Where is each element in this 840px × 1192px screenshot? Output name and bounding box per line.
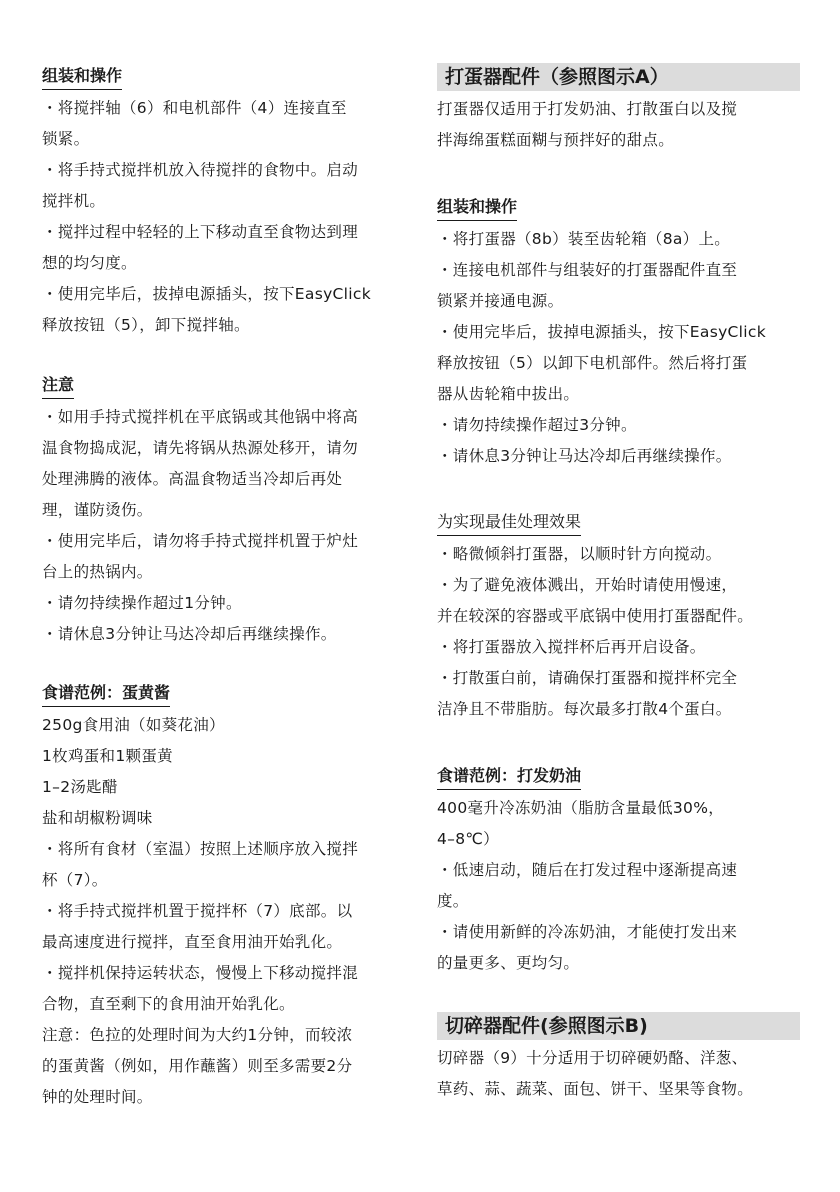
text-line: 并在较深的容器或平底锅中使用打蛋器配件。 xyxy=(437,607,754,625)
text-line: 锁紧并接通电源。 xyxy=(437,292,564,310)
text-line: ・请使用新鲜的冷冻奶油，才能使打发出来 xyxy=(437,923,738,941)
whisk-assembly-heading: 组装和操作 xyxy=(437,195,517,221)
text-line: 的量更多、更均匀。 xyxy=(437,954,580,972)
text-line: 1–2汤匙醋 xyxy=(42,778,118,796)
text-line: 钟的处理时间。 xyxy=(42,1088,153,1106)
whipped-cream-recipe-heading: 食谱范例：打发奶油 xyxy=(437,764,581,790)
text-line: 洁净且不带脂肪。每次最多打散4个蛋白。 xyxy=(437,700,732,718)
text-line: ・将搅拌轴（6）和电机部件（4）连接直至 xyxy=(42,99,347,117)
text-line: 杯（7）。 xyxy=(42,871,108,889)
text-line: 250g食用油（如葵花油） xyxy=(42,716,225,734)
text-line: ・请休息3分钟让马达冷却后再继续操作。 xyxy=(42,625,337,643)
whipped-cream-recipe-section xyxy=(437,764,802,979)
caution-heading: 注意 xyxy=(42,373,74,399)
text-line: 处理沸腾的液体。高温食物适当冷却后再处 xyxy=(42,470,343,488)
caution-section xyxy=(42,373,414,650)
assembly-section xyxy=(42,64,414,341)
text-line: 合物，直至剩下的食用油开始乳化。 xyxy=(42,995,295,1013)
text-line: 台上的热锅内。 xyxy=(42,563,153,581)
text-line: ・请休息3分钟让马达冷却后再继续操作。 xyxy=(437,447,732,465)
text-line: ・请勿持续操作超过1分钟。 xyxy=(42,594,242,612)
text-line: ・使用完毕后，拔掉电源插头，按下EasyClick xyxy=(42,285,371,303)
text-line: 搅拌机。 xyxy=(42,192,106,210)
best-results-body xyxy=(437,539,802,725)
mayonnaise-recipe-section xyxy=(42,681,414,1113)
text-line: 4–8℃） xyxy=(437,830,499,848)
text-line: ・低速启动，随后在打发过程中逐渐提高速 xyxy=(437,861,738,879)
text-line: 器从齿轮箱中拔出。 xyxy=(437,385,580,403)
text-line: 盐和胡椒粉调味 xyxy=(42,809,153,827)
text-line: 切碎器（9）十分适用于切碎硬奶酪、洋葱、 xyxy=(437,1049,748,1067)
text-line: ・搅拌过程中轻轻的上下移动直至食物达到理 xyxy=(42,223,359,241)
text-line: 1枚鸡蛋和1颗蛋黄 xyxy=(42,747,173,765)
mayonnaise-recipe-body xyxy=(42,710,414,1113)
mayonnaise-recipe-heading: 食谱范例：蛋黄酱 xyxy=(42,681,170,707)
text-line: ・如用手持式搅拌机在平底锅或其他锅中将高 xyxy=(42,408,359,426)
text-line: 释放按钮（5）以卸下电机部件。然后将打蛋 xyxy=(437,354,748,372)
text-line: 释放按钮（5），卸下搅拌轴。 xyxy=(42,316,250,334)
text-line: 理，谨防烫伤。 xyxy=(42,501,153,519)
text-line: ・使用完毕后，请勿将手持式搅拌机置于炉灶 xyxy=(42,532,359,550)
text-line: ・将手持式搅拌机放入待搅拌的食物中。启动 xyxy=(42,161,359,179)
text-line: 注意：色拉的处理时间为大约1分钟，而较浓 xyxy=(42,1026,353,1044)
text-line: 度。 xyxy=(437,892,469,910)
text-line: 的蛋黄酱（例如，用作蘸酱）则至多需要2分 xyxy=(42,1057,353,1075)
text-line: 400毫升冷冻奶油（脂肪含量最低30%， xyxy=(437,799,725,817)
text-line: 草药、蒜、蔬菜、面包、饼干、坚果等食物。 xyxy=(437,1080,754,1098)
text-line: ・使用完毕后，拔掉电源插头，按下EasyClick xyxy=(437,323,766,341)
text-line: ・搅拌机保持运转状态，慢慢上下移动搅拌混 xyxy=(42,964,359,982)
whipped-cream-recipe-body xyxy=(437,793,802,979)
text-line: 打蛋器仅适用于打发奶油、打散蛋白以及搅 xyxy=(437,100,738,118)
text-line: ・将打蛋器放入搅拌杯后再开启设备。 xyxy=(437,638,706,656)
text-line: 最高速度进行搅拌，直至食用油开始乳化。 xyxy=(42,933,343,951)
text-line: 想的均匀度。 xyxy=(42,254,137,272)
text-line: 锁紧。 xyxy=(42,130,90,148)
text-line: 拌海绵蛋糕面糊与预拌好的甜点。 xyxy=(437,131,675,149)
whisk-assembly-body xyxy=(437,224,802,472)
text-line: ・为了避免液体溅出，开始时请使用慢速， xyxy=(437,576,738,594)
text-line: ・略微倾斜打蛋器，以顺时针方向搅动。 xyxy=(437,545,722,563)
chopper-intro xyxy=(437,1043,802,1105)
best-results-section xyxy=(437,510,802,725)
assembly-body xyxy=(42,93,414,341)
best-results-heading: 为实现最佳处理效果 xyxy=(437,510,581,536)
caution-body xyxy=(42,402,414,650)
text-line: ・连接电机部件与组装好的打蛋器配件直至 xyxy=(437,261,738,279)
text-line: 温食物捣成泥，请先将锅从热源处移开，请勿 xyxy=(42,439,359,457)
chopper-attachment-banner: 切碎器配件(参照图示B) xyxy=(437,1012,800,1040)
text-line: ・将所有食材（室温）按照上述顺序放入搅拌 xyxy=(42,840,359,858)
text-line: ・将打蛋器（8b）装至齿轮箱（8a）上。 xyxy=(437,230,731,248)
assembly-heading: 组装和操作 xyxy=(42,64,122,90)
text-line: ・将手持式搅拌机置于搅拌杯（7）底部。以 xyxy=(42,902,353,920)
whisk-assembly-section xyxy=(437,195,802,472)
text-line: ・请勿持续操作超过3分钟。 xyxy=(437,416,637,434)
whisk-intro xyxy=(437,94,802,156)
whisk-attachment-banner: 打蛋器配件（参照图示A） xyxy=(437,63,800,91)
text-line: ・打散蛋白前，请确保打蛋器和搅拌杯完全 xyxy=(437,669,738,687)
